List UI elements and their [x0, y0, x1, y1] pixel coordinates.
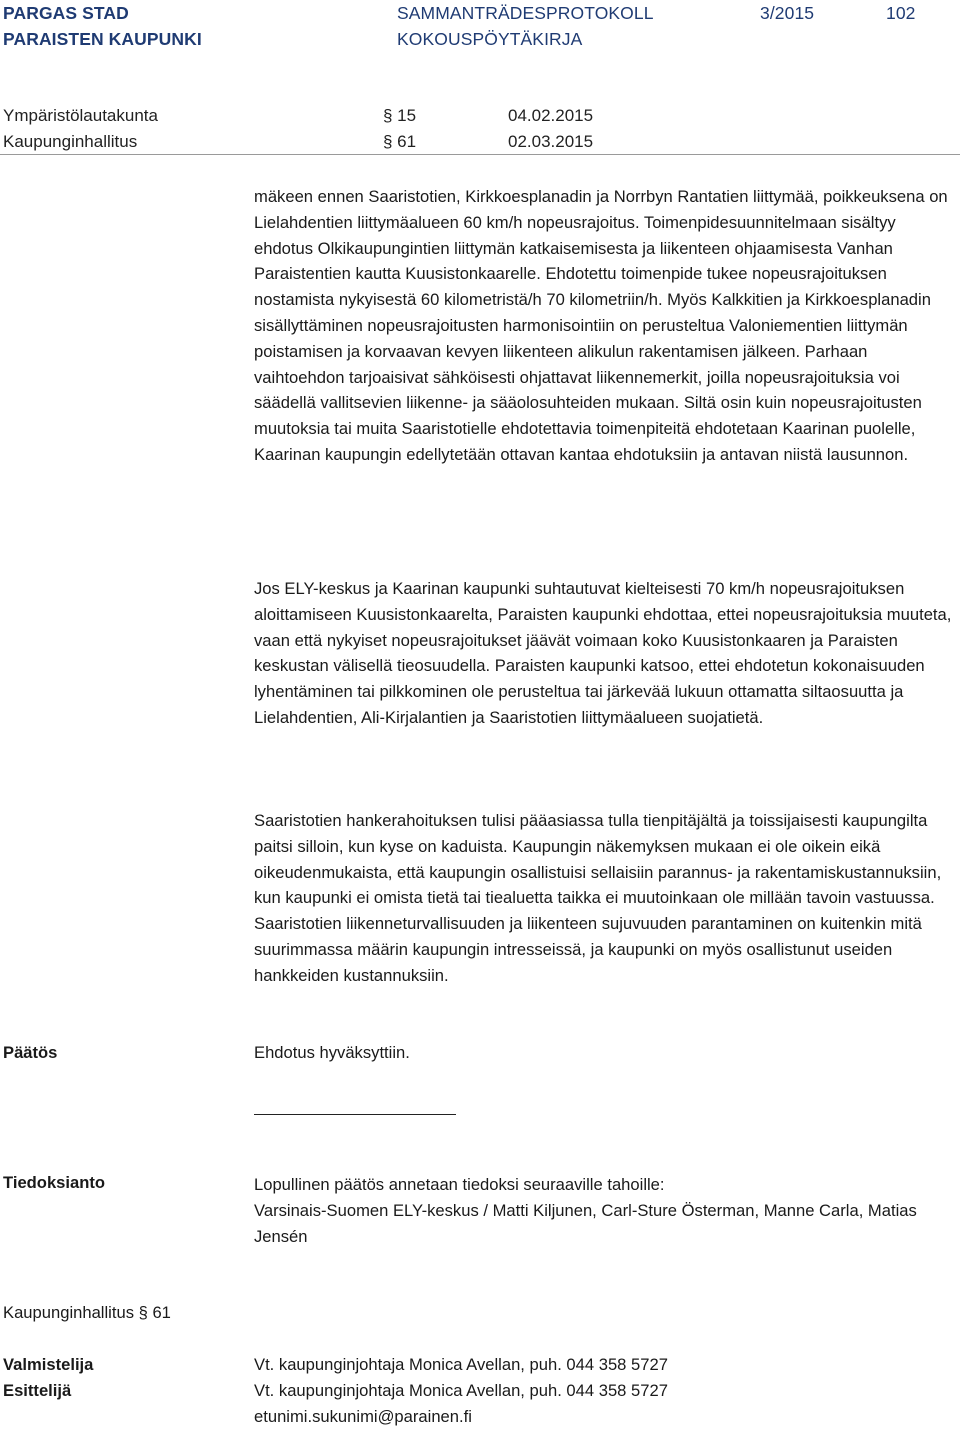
handling-date: 02.03.2015 [508, 132, 594, 151]
separator-line [254, 1114, 456, 1115]
handling-section: § 15 [383, 106, 417, 125]
preparer-label: Valmistelija [3, 1355, 94, 1374]
section-reference: Kaupunginhallitus § 61 [3, 1303, 171, 1322]
handling-date: 04.02.2015 [508, 106, 594, 125]
org-name-swedish: PARGAS STAD [3, 3, 129, 23]
doc-type-finnish: KOKOUSPÖYTÄKIRJA [397, 29, 583, 49]
presenter-label: Esittelijä [3, 1381, 72, 1400]
contact-email: etunimi.sukunimi@parainen.fi [254, 1407, 472, 1426]
handling-body: Kaupunginhallitus [3, 132, 138, 151]
body-paragraph-3: Saaristotien hankerahoituksen tulisi pääasiassa tulla tienpitäjältä ja toissijaisesti kaupungilta paitsi silloin, kun kyse on kaduista. Kaupungin näkemyksen mukaan ei ole oikein eikä oikeudenmukaista, että kaupungin osallistuisi sellaisiin parannus- ja rakentamiskustannuksiin, kun kaupunki ei omista tietä tai tiealuetta taikka ei muutoinkaan ole millään tavoin vastuussa. Saaristotien liikenneturvallisuuden ja liikenteen sujuvuuden parantaminen on kuitenkin mitä suurimmassa määrin kaupungin intresseissä, ja kaupunki on myös osallistunut useiden hankkeiden kustannuksiin. [254, 811, 942, 985]
notification-label: Tiedoksianto [3, 1173, 106, 1192]
notification-recipients: Varsinais-Suomen ELY-keskus / Matti Kiljunen, Carl-Sture Österman, Manne Carla, Matias Jensén [254, 1201, 917, 1246]
handling-body: Ympäristölautakunta [3, 106, 158, 125]
page-number: 102 [886, 3, 916, 23]
header-divider [0, 154, 960, 155]
meeting-number: 3/2015 [760, 3, 815, 23]
decision-label: Päätös [3, 1043, 58, 1062]
notification-intro: Lopullinen päätös annetaan tiedoksi seuraaville tahoille: [254, 1175, 665, 1194]
preparer-text: Vt. kaupunginjohtaja Monica Avellan, puh. 044 358 5727 [254, 1355, 668, 1374]
presenter-text: Vt. kaupunginjohtaja Monica Avellan, puh. 044 358 5727 [254, 1381, 668, 1400]
body-paragraph-2: Jos ELY-keskus ja Kaarinan kaupunki suhtautuvat kielteisesti 70 km/h nopeusrajoituksen aloittamiseen Kuusistonkaarelta, Paraisten kaupunki ehdottaa, ettei nopeusrajoituksia muuteta, vaan että nykyiset nopeusrajoitukset jäävät voimaan koko Kuusistonkaaren ja Paraisten keskustan välisellä tieosuudella. Paraisten kaupunki katsoo, ettei ehdotetun kokonaisuuden lyhentäminen tai pilkkominen ole perusteltua tai järkevää lukuun ottamatta siltaosuutta ja Lielahdentien, Ali-Kirjalantien ja Saaristotien liittymäalueen suojatietä. [254, 579, 952, 727]
handling-section: § 61 [383, 132, 417, 151]
decision-text: Ehdotus hyväksyttiin. [254, 1043, 410, 1062]
org-name-finnish: PARAISTEN KAUPUNKI [3, 29, 202, 49]
doc-type-swedish: SAMMANTRÄDESPROTOKOLL [397, 3, 654, 23]
body-paragraph-1: mäkeen ennen Saaristotien, Kirkkoesplanadin ja Norrbyn Rantatien liittymää, poikkeuksena on Lielahdentien liittymäalueen 60 km/h nopeusrajoitus. Toimenpidesuunnitelmaan sisältyy ehdotus Olkikaupungintien liittymän katkaisemisesta ja liikenteen ohjaamisesta Vanhan Paraistentien kautta Kuusistonkaarelle. Ehdotettu toimenpide tukee nopeusrajoituksen nostamista nykyisestä 60 kilometristä/h 70 kilometriin/h. Myös Kalkkitien ja Kirkkoesplanadin sisällyttäminen nopeusrajoitusten harmonisointiin on perusteltua Valoniementien liittymän poistamisen ja korvaavan kevyen liikenteen alikulun rakentamisen jälkeen. Parhaan vaihtoehdon tarjoaisivat sähköisesti ohjattavat liikennemerkit, joilla nopeusrajoituksia voi säädellä vallitsevien liikenne- ja sääolosuhteiden mukaan. Siltä osin kuin nopeusrajoitusten muutoksia tai muita Saaristotielle ehdotettavia toimenpiteitä ehdotetaan Kaarinan puolelle, Kaarinan kaupungin edellytetään ottavan kantaa ehdotuksiin ja antavan niistä lausunnon. [254, 187, 948, 464]
